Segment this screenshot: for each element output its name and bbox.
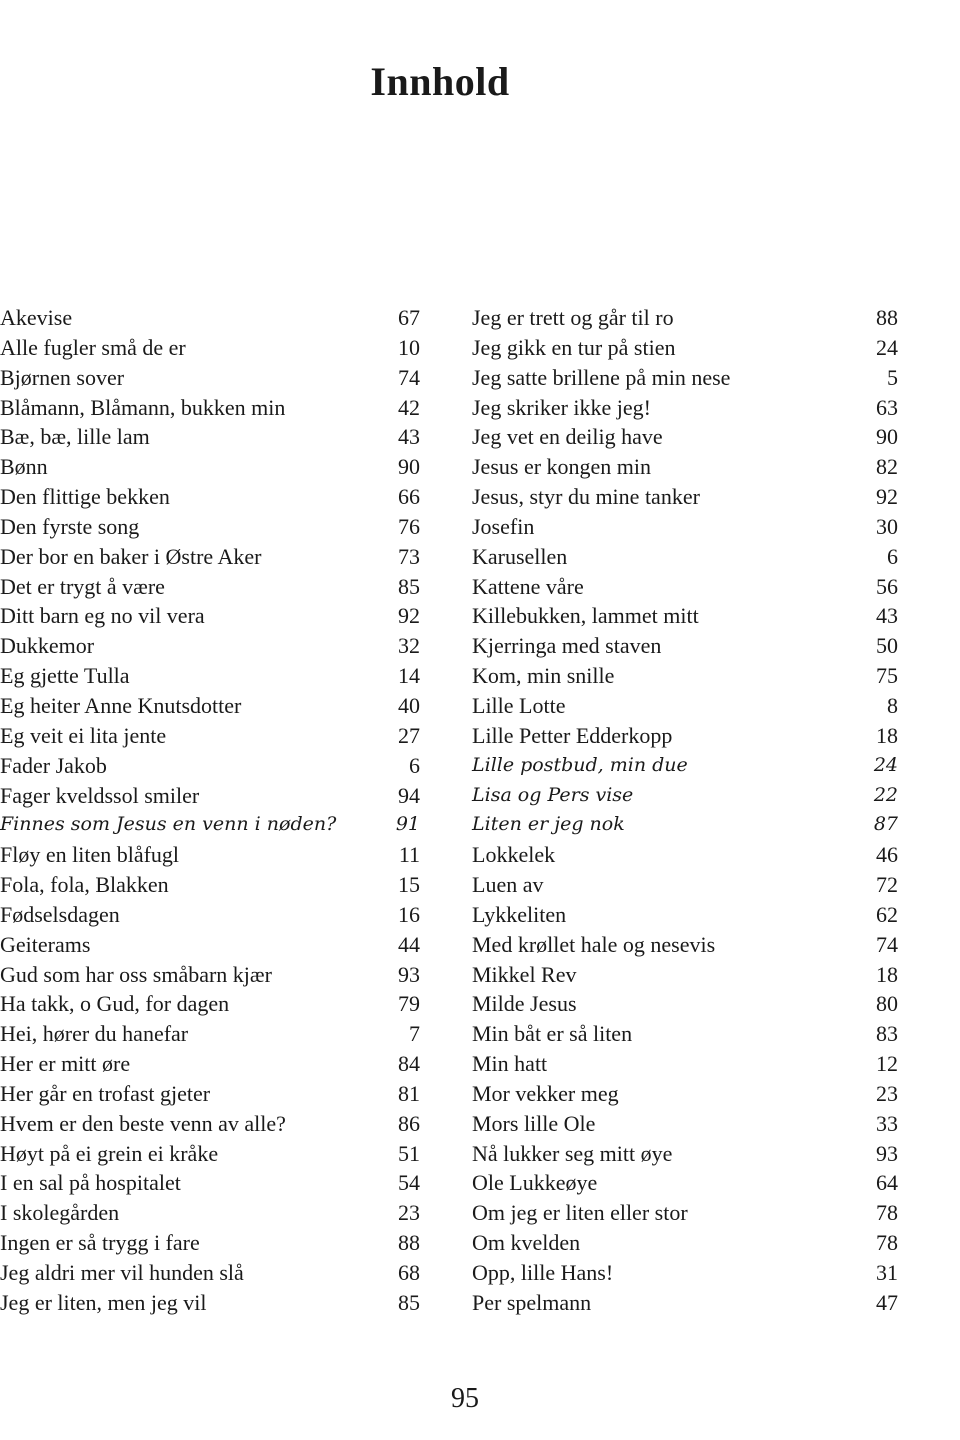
entry-title: Jeg er trett og går til ro [472, 305, 674, 330]
entry-page: 74 [398, 364, 420, 390]
entry-page: 93 [398, 961, 420, 987]
entry-title: Ingen er så trygg i fare [0, 1230, 200, 1256]
entry-page: 15 [398, 872, 420, 898]
entry-page: 92 [398, 603, 420, 629]
entry-title: Jesus, styr du mine tanker [472, 484, 700, 510]
toc-entry [472, 661, 898, 691]
entry-title: Lisa og Pers vise [472, 783, 634, 806]
entry-title: Kom, min snille [472, 663, 615, 689]
toc-entry [0, 303, 420, 333]
toc-entry [472, 303, 898, 333]
toc-entry [472, 960, 898, 990]
entry-page: 84 [398, 1051, 420, 1077]
toc-entry [0, 572, 420, 602]
toc-entry [0, 1228, 420, 1258]
toc-right-column [472, 303, 898, 1318]
toc-entry [472, 1109, 898, 1139]
toc-entry [0, 333, 420, 363]
entry-title: Eg gjette Tulla [0, 663, 130, 689]
entry-page: 75 [876, 663, 898, 689]
entry-title: Her er mitt øre [0, 1051, 131, 1077]
entry-title: Den flittige bekken [0, 484, 170, 510]
toc-entry [472, 1258, 898, 1288]
page-number: 95 [451, 1383, 479, 1414]
toc-entry [472, 1139, 898, 1169]
toc-entry [472, 1019, 898, 1049]
entry-page: 31 [876, 1260, 898, 1285]
toc-entry [0, 1139, 420, 1169]
entry-page: 40 [398, 692, 420, 718]
entry-page: 66 [398, 484, 420, 510]
entry-title: Blåmann, Blåmann, bukken min [0, 394, 286, 420]
toc-entry [472, 601, 898, 631]
entry-title: Ha takk, o Gud, for dagen [0, 991, 230, 1017]
toc-entry [472, 482, 898, 512]
entry-title: Mor vekker meg [472, 1080, 619, 1106]
toc-entry [472, 631, 898, 661]
entry-page: 43 [876, 603, 898, 629]
toc-entry [472, 1168, 898, 1198]
entry-title: Jeg satte brillene på min nese [472, 364, 731, 390]
entry-page: 80 [876, 991, 898, 1017]
entry-title: Bønn [0, 454, 48, 480]
toc-entry [472, 900, 898, 930]
entry-title: Bæ, bæ, lille lam [0, 424, 150, 450]
entry-page: 78 [876, 1230, 898, 1256]
entry-title: Liten er jeg nok [472, 813, 625, 836]
entry-title: Akevise [0, 305, 73, 330]
entry-title: Lille Lotte [472, 692, 566, 718]
entry-page: 22 [873, 783, 898, 806]
entry-page: 73 [398, 543, 420, 569]
entry-page: 83 [876, 1021, 898, 1047]
entry-title: Opp, lille Hans! [472, 1260, 614, 1285]
entry-title: Karusellen [472, 543, 568, 569]
entry-title: Det er trygt å være [0, 573, 165, 599]
toc-entry [0, 900, 420, 930]
entry-page: 23 [398, 1200, 420, 1226]
toc-entry [472, 1079, 898, 1109]
entry-page: 88 [398, 1230, 420, 1256]
toc-entry [0, 1288, 420, 1318]
entry-title: Milde Jesus [472, 991, 577, 1017]
entry-page: 90 [876, 424, 898, 450]
toc-entry [472, 542, 898, 572]
entry-page: 32 [398, 633, 420, 659]
toc-entry [0, 1079, 420, 1109]
entry-title: Fløy en liten blåfugl [0, 842, 180, 868]
entry-title: Dukkemor [0, 633, 95, 659]
entry-title: Jeg vet en deilig have [472, 424, 663, 450]
entry-page: 10 [398, 334, 420, 360]
entry-title: Mors lille Ole [472, 1110, 596, 1136]
entry-page: 44 [398, 931, 420, 957]
toc-entry [472, 1049, 898, 1079]
toc-entry [472, 781, 898, 811]
entry-page: 63 [876, 394, 898, 420]
entry-page: 92 [876, 484, 898, 510]
toc-entry [0, 721, 420, 751]
entry-page: 11 [398, 842, 420, 868]
toc-entry [0, 691, 420, 721]
entry-page: 42 [398, 394, 420, 420]
entry-title: Gud som har oss småbarn kjær [0, 961, 272, 987]
toc-entry [0, 512, 420, 542]
entry-title: Min båt er så liten [472, 1021, 633, 1047]
entry-page: 5 [887, 364, 898, 390]
toc-entry [0, 631, 420, 661]
toc-entry [0, 1109, 420, 1139]
entry-title: Hei, hører du hanefar [0, 1021, 189, 1047]
entry-title: Med krøllet hale og nesevis [472, 931, 716, 957]
entry-title: Jeg skriker ikke jeg! [472, 394, 651, 420]
toc-entry [0, 422, 420, 452]
toc-entry [0, 363, 420, 393]
toc-entry [472, 1228, 898, 1258]
entry-page: 33 [876, 1110, 898, 1136]
entry-title: I skolegården [0, 1200, 120, 1226]
entry-title: Min hatt [472, 1051, 548, 1077]
entry-title: Jeg aldri mer vil hunden slå [0, 1260, 244, 1285]
entry-title: Ole Lukkeøye [472, 1170, 598, 1196]
entry-page: 74 [876, 931, 898, 957]
toc-entry [472, 512, 898, 542]
entry-title: Kattene våre [472, 573, 584, 599]
toc-entry [0, 1019, 420, 1049]
entry-page: 67 [398, 305, 420, 330]
entry-page: 64 [876, 1170, 898, 1196]
toc-entry [0, 542, 420, 572]
entry-page: 68 [398, 1260, 420, 1285]
toc-entry [472, 870, 898, 900]
entry-page: 93 [876, 1140, 898, 1166]
entry-title: Jeg er liten, men jeg vil [0, 1289, 207, 1315]
toc-entry [472, 572, 898, 602]
entry-page: 30 [876, 513, 898, 539]
entry-title: Den fyrste song [0, 513, 140, 539]
toc-entry [0, 810, 420, 840]
entry-page: 7 [409, 1021, 420, 1047]
page-title: Innhold [370, 59, 510, 104]
toc-entry [0, 840, 420, 870]
toc-entry [472, 721, 898, 751]
toc-entry [0, 781, 420, 811]
toc-entry [472, 810, 898, 840]
entry-page: 85 [398, 1289, 420, 1315]
toc-entry [0, 1198, 420, 1228]
toc-entry [0, 960, 420, 990]
entry-page: 6 [887, 543, 898, 569]
entry-title: Om jeg er liten eller stor [472, 1200, 688, 1226]
entry-title: Josefin [472, 513, 535, 539]
toc-entry [0, 930, 420, 960]
toc-entry [472, 363, 898, 393]
toc-entry [0, 751, 420, 781]
toc-entry [0, 870, 420, 900]
entry-page: 6 [409, 752, 420, 778]
entry-page: 72 [876, 872, 898, 898]
entry-page: 56 [876, 573, 898, 599]
toc-entry [0, 482, 420, 512]
entry-page: 46 [876, 842, 898, 868]
entry-title: Jesus er kongen min [472, 454, 652, 480]
toc-entry [472, 691, 898, 721]
entry-title: Finnes som Jesus en venn i nøden? [0, 813, 337, 836]
entry-page: 50 [876, 633, 898, 659]
entry-page: 43 [398, 424, 420, 450]
entry-title: Lokkelek [472, 842, 556, 868]
toc-entry [0, 452, 420, 482]
entry-page: 91 [395, 813, 420, 836]
entry-page: 51 [398, 1140, 420, 1166]
entry-title: Ditt barn eg no vil vera [0, 603, 205, 629]
entry-page: 18 [876, 722, 898, 748]
toc-entry [0, 393, 420, 423]
entry-page: 78 [876, 1200, 898, 1226]
entry-title: Per spelmann [472, 1289, 592, 1315]
entry-title: Høyt på ei grein ei kråke [0, 1140, 219, 1166]
entry-title: Lykkeliten [472, 901, 567, 927]
entry-title: Hvem er den beste venn av alle? [0, 1110, 286, 1136]
entry-title: Lille Petter Edderkopp [472, 722, 673, 748]
entry-title: Fødselsdagen [0, 901, 120, 927]
toc-entry [472, 452, 898, 482]
entry-page: 16 [398, 901, 420, 927]
entry-title: Geiterams [0, 931, 91, 957]
entry-page: 14 [398, 663, 420, 689]
toc-entry [0, 989, 420, 1019]
toc-entry [472, 751, 898, 781]
entry-page: 87 [873, 813, 898, 836]
entry-page: 12 [876, 1051, 898, 1077]
entry-page: 79 [398, 991, 420, 1017]
entry-title: Fager kveldssol smiler [0, 782, 200, 808]
entry-page: 81 [398, 1080, 420, 1106]
entry-title: Killebukken, lammet mitt [472, 603, 699, 629]
entry-page: 76 [398, 513, 420, 539]
toc-left-column [0, 303, 420, 1318]
entry-title: Luen av [472, 872, 544, 898]
toc-entry [472, 840, 898, 870]
toc-entry [0, 601, 420, 631]
entry-title: Lille postbud, min due [472, 753, 688, 776]
toc-entry [0, 1168, 420, 1198]
entry-title: I en sal på hospitalet [0, 1170, 181, 1196]
entry-title: Her går en trofast gjeter [0, 1080, 211, 1106]
entry-page: 62 [876, 901, 898, 927]
entry-page: 27 [398, 722, 420, 748]
entry-page: 24 [873, 753, 898, 776]
entry-page: 88 [876, 305, 898, 330]
entry-title: Alle fugler små de er [0, 334, 186, 360]
toc-entry [0, 1258, 420, 1288]
entry-title: Mikkel Rev [472, 961, 577, 987]
entry-title: Kjerringa med staven [472, 633, 662, 659]
entry-title: Der bor en baker i Østre Aker [0, 543, 262, 569]
toc-entry [472, 333, 898, 363]
toc-entry [0, 1049, 420, 1079]
entry-page: 86 [398, 1110, 420, 1136]
entry-title: Fola, fola, Blakken [0, 872, 169, 898]
toc-entry [472, 989, 898, 1019]
toc-entry [472, 393, 898, 423]
toc-entry [472, 1288, 898, 1318]
entry-title: Jeg gikk en tur på stien [472, 334, 676, 360]
entry-page: 94 [398, 782, 420, 808]
entry-page: 8 [887, 692, 898, 718]
entry-page: 24 [876, 334, 898, 360]
entry-page: 18 [876, 961, 898, 987]
toc-entry [472, 1198, 898, 1228]
entry-title: Bjørnen sover [0, 364, 125, 390]
entry-title: Eg veit ei lita jente [0, 722, 167, 748]
entry-page: 85 [398, 573, 420, 599]
entry-page: 82 [876, 454, 898, 480]
entry-page: 54 [398, 1170, 420, 1196]
entry-title: Om kvelden [472, 1230, 581, 1256]
entry-title: Eg heiter Anne Knutsdotter [0, 692, 242, 718]
entry-page: 90 [398, 454, 420, 480]
toc-entry [0, 661, 420, 691]
entry-page: 47 [876, 1289, 898, 1315]
entry-title: Fader Jakob [0, 752, 107, 778]
toc-entry [472, 930, 898, 960]
toc-entry [472, 422, 898, 452]
entry-page: 23 [876, 1080, 898, 1106]
entry-title: Nå lukker seg mitt øye [472, 1140, 673, 1166]
